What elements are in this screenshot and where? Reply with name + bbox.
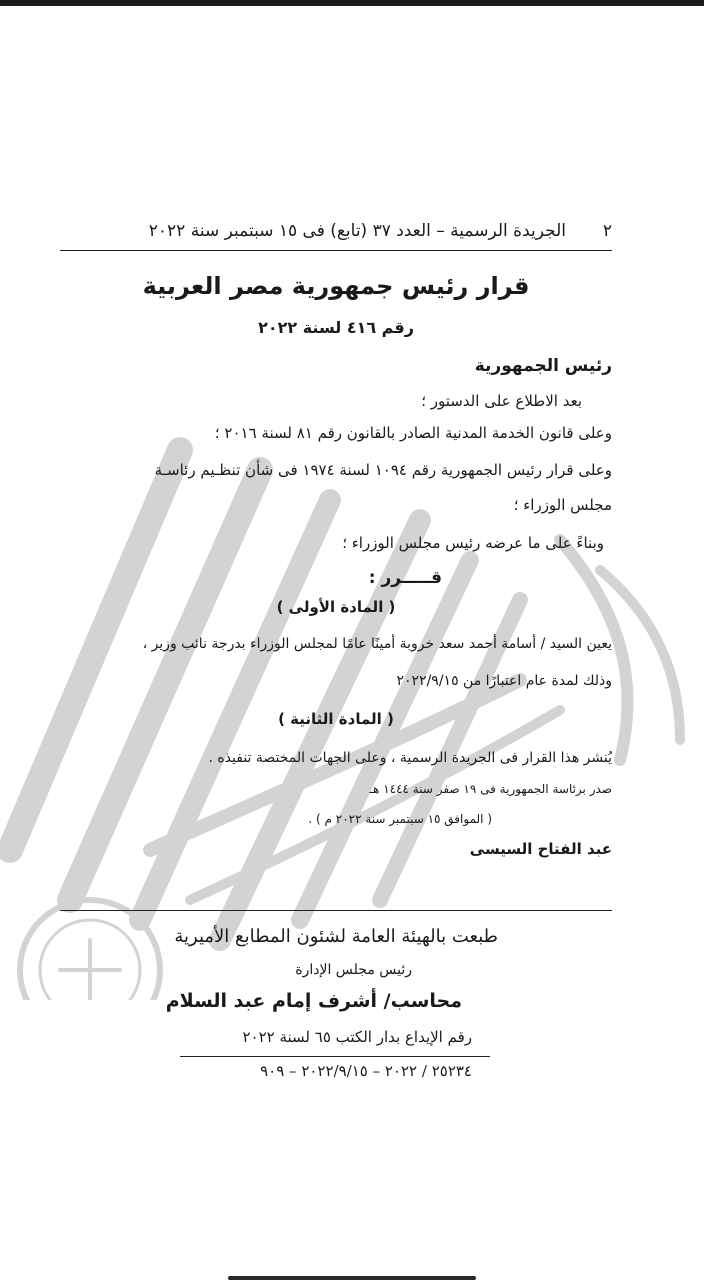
preamble-line: وبناءً على ما عرضه رئيس مجلس الوزراء ؛ <box>342 534 604 552</box>
issued-at: صدر برئاسة الجمهورية فى ١٩ صفر سنة ١٤٤٤ هـ <box>369 782 612 796</box>
running-title: الجريدة الرسمية – العدد ٣٧ (تابع) فى ١٥ سبتمبر سنة ٢٠٢٢ <box>148 221 566 241</box>
section-divider <box>60 910 612 911</box>
decree-number: رقم ٤١٦ لسنة ٢٠٢٢ <box>258 318 414 337</box>
article-2-text: يُنشر هذا القرار فى الجريدة الرسمية ، وعلى الجهات المختصة تنفيذه . <box>208 750 612 766</box>
preamble-line: بعد الاطلاع على الدستور ؛ <box>421 392 582 410</box>
preamble-line: وعلى قانون الخدمة المدنية الصادر بالقانون رقم ٨١ لسنة ٢٠١٦ ؛ <box>214 424 612 442</box>
home-indicator[interactable] <box>228 1276 476 1280</box>
deposit-number: رقم الإيداع بدار الكتب ٦٥ لسنة ٢٠٢٢ <box>242 1028 472 1046</box>
article-2-heading: ( المادة الثانية ) <box>278 710 394 728</box>
gazette-page <box>60 210 612 1090</box>
gregorian-equivalent: ( الموافق ١٥ سبتمبر سنة ٢٠٢٢ م ) . <box>308 812 492 826</box>
accountant-name: محاسب/ أشرف إمام عبد السلام <box>165 990 462 1012</box>
article-1-line: وذلك لمدة عام اعتبارًا من ٢٠٢٢/٩/١٥ <box>396 673 612 689</box>
article-1-line: يعين السيد / أسامة أحمد سعد خروبة أمينًا عامًا لمجلس الوزراء بدرجة نائب وزير ، <box>142 636 612 652</box>
president-signature: عبد الفتاح السيسى <box>469 840 612 858</box>
print-code: ٢٥٢٣٤ / ٢٠٢٢ – ٢٠٢٢/٩/١٥ – ٩٠٩ <box>260 1062 472 1080</box>
decree-title: قرار رئيس جمهورية مصر العربية <box>142 272 530 300</box>
decree-issuer: رئيس الجمهورية <box>474 356 612 376</box>
article-1-heading: ( المادة الأولى ) <box>276 598 396 616</box>
header-divider <box>60 250 612 251</box>
top-status-bar <box>0 0 704 6</box>
preamble-line: وعلى قرار رئيس الجمهورية رقم ١٠٩٤ لسنة ١٩٧٤ فى شأن تنظـيم رئاسـة <box>154 461 612 479</box>
chair-title: رئيس مجلس الإدارة <box>295 962 412 978</box>
footer-divider <box>180 1056 490 1057</box>
printer-line: طبعت بالهيئة العامة لشئون المطابع الأميرية <box>174 926 498 947</box>
running-header <box>60 216 612 246</box>
preamble-line: مجلس الوزراء ؛ <box>513 496 612 514</box>
decreed-heading: قـــــرر : <box>368 568 442 588</box>
page-number: ٢ <box>602 221 612 241</box>
